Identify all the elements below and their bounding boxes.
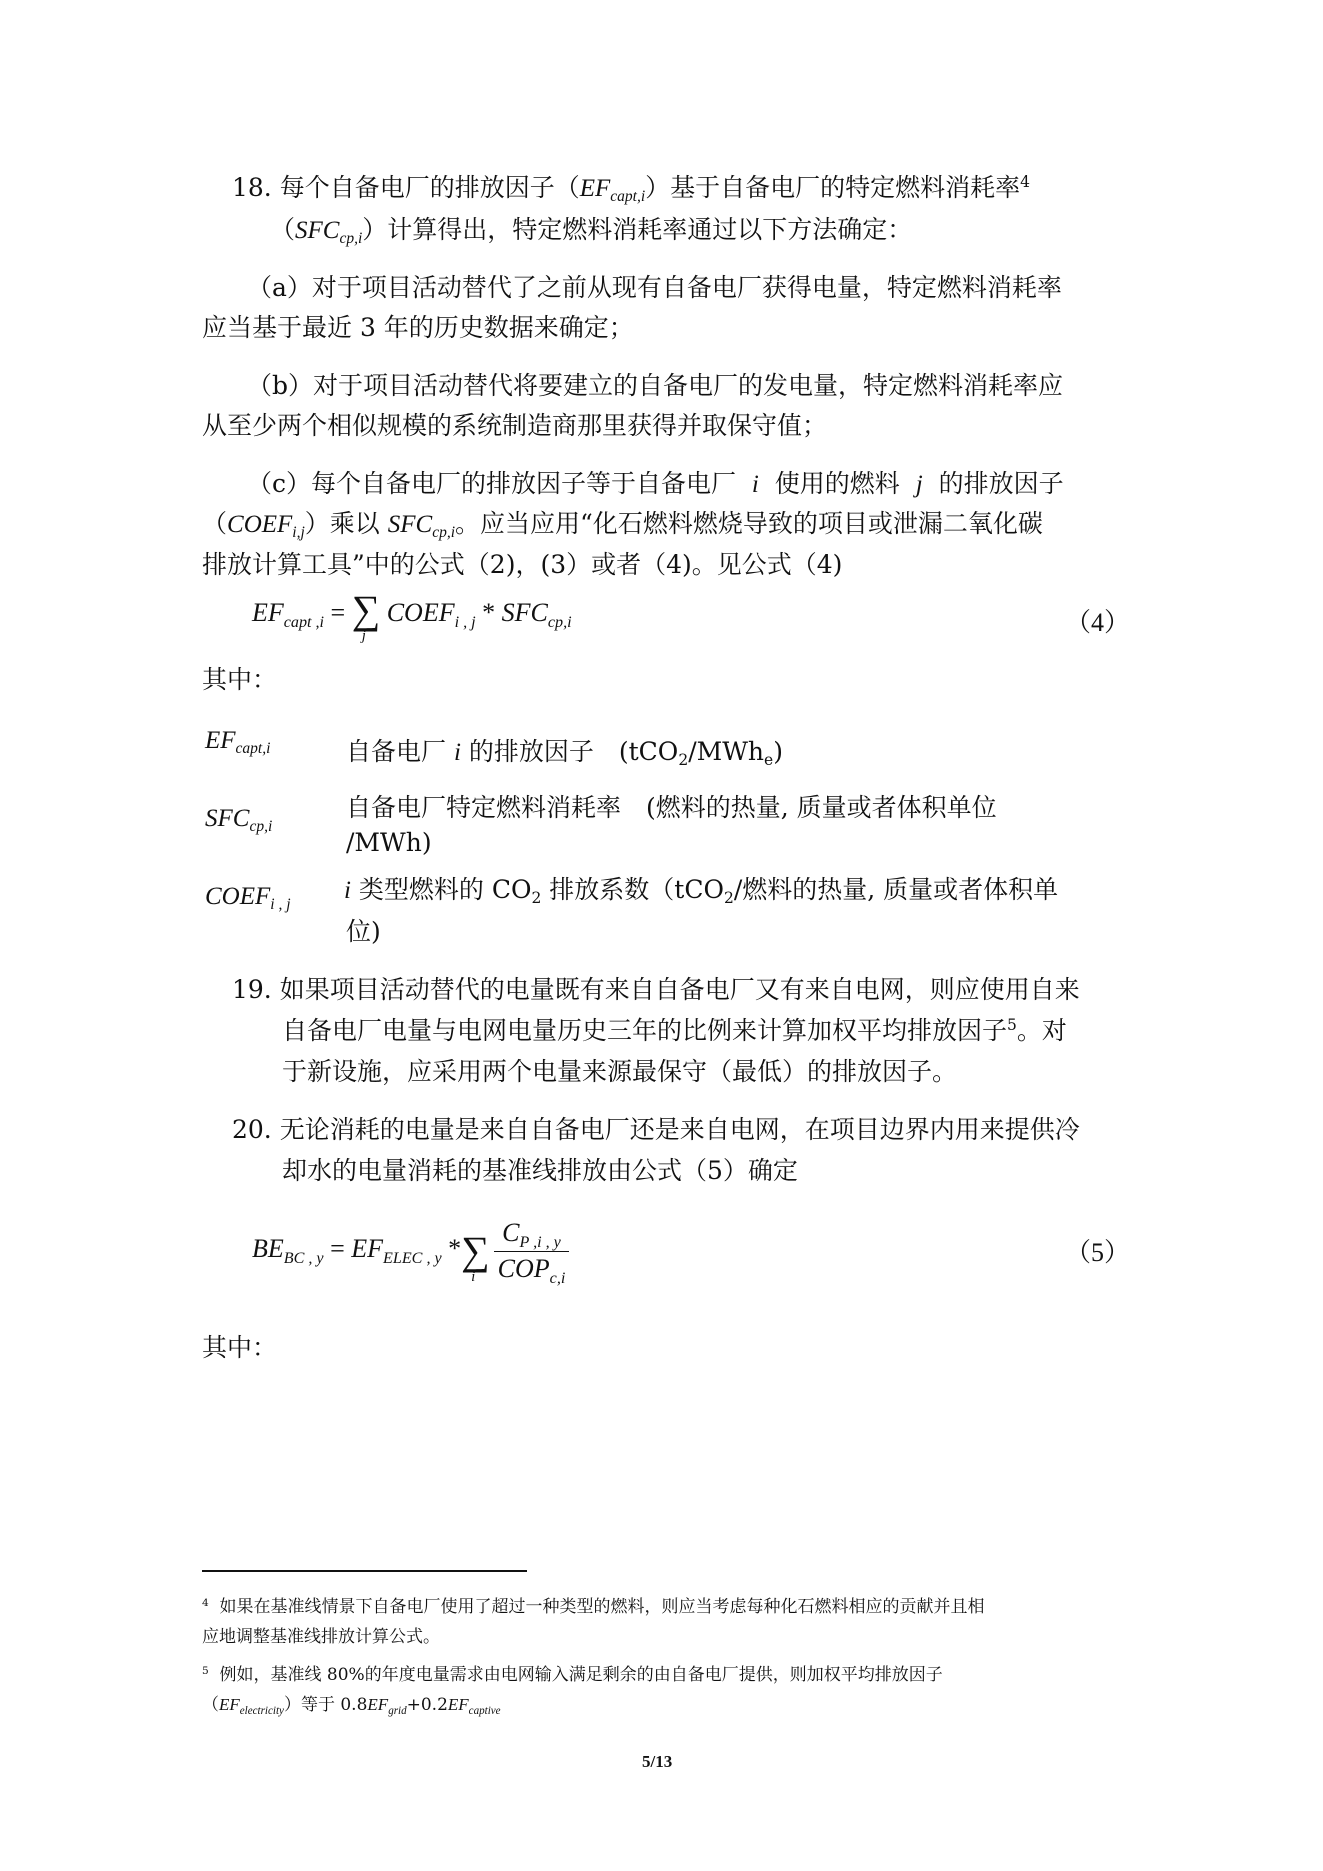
item-a-line-1: （a）对于项目活动替代了之前从现有自备电厂获得电量，特定燃料消耗率 — [247, 273, 1062, 302]
fraction-denominator — [494, 1252, 570, 1287]
paragraph-number: 18. — [232, 173, 272, 202]
item-c-line-2 — [202, 504, 1043, 540]
var-coef-definition-line-2: 位) — [346, 917, 381, 946]
symbol-ef: EF — [252, 598, 284, 627]
text: ）基于自备电厂的特定燃料消耗率 — [645, 173, 1021, 202]
footnote-marker: 4 — [202, 1596, 209, 1609]
symbol-i: i — [751, 471, 759, 498]
text: /MWh — [688, 737, 765, 766]
equation-5-number: （5） — [1065, 1238, 1131, 1267]
symbol-subscript: capt ,i — [283, 613, 325, 631]
footnote-5-line-1 — [202, 1660, 943, 1685]
var-sfc-definition-line-1: 自备电厂特定燃料消耗率 (燃料的热量, 质量或者体积单位 — [346, 793, 997, 822]
footnote-4-line-1 — [202, 1592, 985, 1617]
times-sign: * — [482, 598, 496, 627]
times-sign: * — [448, 1233, 462, 1263]
text: 。对 — [1016, 1016, 1067, 1045]
symbol-subscript: c,i — [549, 1269, 566, 1287]
footnote-ref-4[interactable]: 4 — [1020, 172, 1031, 191]
text: 如果在基准线情景下自备电厂使用了超过一种类型的燃料，则应当考虑每种化石燃料相应的贡献并且相 — [219, 1597, 985, 1617]
paragraph-20-line-2: 却水的电量消耗的基准线排放由公式（5）确定 — [282, 1156, 798, 1185]
text: ) — [773, 737, 783, 766]
text: 的排放因子 — [938, 469, 1064, 498]
text: ）乘以 — [304, 509, 380, 538]
var-ef-symbol — [205, 727, 271, 758]
symbol-subscript: cp,i — [249, 818, 273, 836]
symbol-i: i — [344, 877, 351, 904]
symbol-subscript: grid — [388, 1704, 407, 1717]
footnote-4-line-2: 应地调整基准线排放计算公式。 — [202, 1627, 440, 1647]
text: 类型燃料的 CO — [358, 875, 532, 904]
sum-index: j — [361, 628, 366, 645]
paragraph-20-line-1 — [232, 1110, 1080, 1146]
symbol-cop: COP — [497, 1254, 550, 1283]
text: /燃料的热量, 质量或者体积单 — [733, 875, 1059, 904]
text: 每个自备电厂的排放因子（ — [279, 173, 580, 202]
where-label: 其中： — [202, 665, 278, 694]
text: +0.2 — [406, 1695, 448, 1715]
text: ）计算得出，特定燃料消耗率通过以下方法确定： — [362, 215, 913, 244]
item-c-line-1 — [247, 464, 1064, 500]
page-number: 5/13 — [642, 1752, 673, 1771]
symbol-subscript: BC , y — [283, 1249, 324, 1267]
paragraph-19-line-1 — [232, 970, 1080, 1006]
symbol-ef: EF — [351, 1233, 384, 1263]
symbol-subscript: cp,i — [432, 524, 456, 542]
text: 排放系数（tCO — [541, 875, 724, 904]
item-b-line-2: 从至少两个相似规模的系统制造商那里获得并取保守值； — [202, 411, 828, 440]
symbol-subscript: cp,i — [547, 613, 572, 631]
subscript: 2 — [678, 751, 689, 770]
var-coef-symbol — [205, 883, 291, 914]
paragraph-number: 19. — [232, 975, 272, 1004]
footnote-ref-5[interactable]: 5 — [1007, 1015, 1017, 1034]
footnote-5-line-2 — [202, 1690, 501, 1715]
equation-4-number: （4） — [1065, 608, 1131, 637]
subscript: e — [764, 751, 774, 770]
equation-4 — [252, 587, 572, 645]
text: （ — [270, 215, 296, 244]
subscript: 2 — [531, 889, 542, 908]
var-sfc-definition-line-2: /MWh) — [346, 828, 432, 857]
summation — [461, 1228, 490, 1285]
var-coef-definition-line-1 — [344, 870, 1058, 906]
text: （ — [202, 509, 228, 538]
text: （c）每个自备电厂的排放因子等于自备电厂 — [247, 469, 737, 498]
text: 使用的燃料 — [774, 469, 900, 498]
summation — [351, 587, 381, 645]
text: 自备电厂电量与电网电量历史三年的比例来计算加权平均排放因子 — [282, 1016, 1008, 1045]
symbol-subscript: electricity — [239, 1704, 284, 1717]
text: （ — [202, 1695, 219, 1715]
symbol-ef: EF — [579, 175, 611, 202]
symbol-sfc: SFC — [387, 511, 433, 538]
footnote-separator — [202, 1570, 527, 1572]
paragraph-19-line-3: 于新设施，应采用两个电量来源最保守（最低）的排放因子。 — [282, 1057, 958, 1086]
symbol-subscript: P ,i , y — [519, 1233, 561, 1251]
paragraph-19-line-2 — [282, 1011, 1067, 1047]
sum-index: i — [471, 1269, 476, 1285]
sum-sign: ∑ — [351, 587, 381, 633]
equation-5 — [252, 1218, 569, 1287]
paragraph-18-line-2 — [270, 210, 912, 246]
subscript: 2 — [723, 889, 734, 908]
fraction — [494, 1218, 570, 1287]
symbol-subscript: i , j — [454, 613, 476, 631]
symbol-sfc: SFC — [205, 805, 250, 832]
symbol-sfc: SFC — [295, 217, 340, 244]
paragraph-18-line-1 — [232, 168, 1030, 204]
symbol-subscript: i,j — [292, 524, 305, 542]
symbol-ef: EF — [219, 1695, 240, 1714]
sum-sign: ∑ — [461, 1228, 490, 1273]
symbol-ef: EF — [367, 1695, 389, 1714]
symbol-subscript: capt,i — [235, 740, 271, 758]
var-ef-definition — [346, 732, 783, 768]
symbol-coef: COEF — [227, 511, 293, 538]
symbol-subscript: ELEC , y — [383, 1249, 442, 1267]
symbol-j: j — [915, 471, 923, 498]
text: 如果项目活动替代的电量既有来自自备电厂又有来自电网，则应使用自来 — [279, 975, 1080, 1004]
fraction-numerator — [494, 1218, 570, 1252]
footnote-marker: 5 — [202, 1664, 209, 1677]
symbol-i: i — [453, 739, 461, 766]
text: ）等于 0.8 — [283, 1695, 368, 1715]
symbol-subscript: i , j — [270, 896, 291, 914]
symbol-c: C — [502, 1218, 520, 1247]
item-c-line-3: 排放计算工具”中的公式（2)，(3）或者（4)。见公式（4) — [202, 550, 843, 579]
symbol-sfc: SFC — [501, 598, 548, 627]
text: 的排放因子 (tCO — [468, 737, 679, 766]
symbol-ef: EF — [205, 727, 236, 754]
symbol-coef: COEF — [205, 883, 271, 910]
paragraph-number: 20. — [232, 1115, 272, 1144]
symbol-coef: COEF — [386, 598, 455, 627]
symbol-subscript: cp,i — [339, 230, 363, 248]
symbol-subscript: capt,i — [610, 188, 646, 206]
text: 无论消耗的电量是来自自备电厂还是来自电网，在项目边界内用来提供冷 — [279, 1115, 1080, 1144]
text: 自备电厂 — [346, 737, 447, 766]
where-label: 其中： — [202, 1333, 278, 1362]
equals-sign: = — [330, 1233, 345, 1263]
text: 。应当应用“化石燃料燃烧导致的项目或泄漏二氧化碳 — [455, 509, 1043, 538]
text: 例如，基准线 80%的年度电量需求由电网输入满足剩余的由自备电厂提供，则加权平均排放因子 — [219, 1665, 943, 1685]
symbol-subscript: captive — [468, 1704, 501, 1717]
symbol-ef: EF — [447, 1695, 469, 1714]
var-sfc-symbol — [205, 805, 273, 836]
symbol-be: BE — [252, 1233, 284, 1263]
item-b-line-1: （b）对于项目活动替代将要建立的自备电厂的发电量，特定燃料消耗率应 — [247, 371, 1064, 400]
item-a-line-2: 应当基于最近 3 年的历史数据来确定； — [202, 313, 634, 342]
equals-sign: = — [330, 598, 346, 627]
